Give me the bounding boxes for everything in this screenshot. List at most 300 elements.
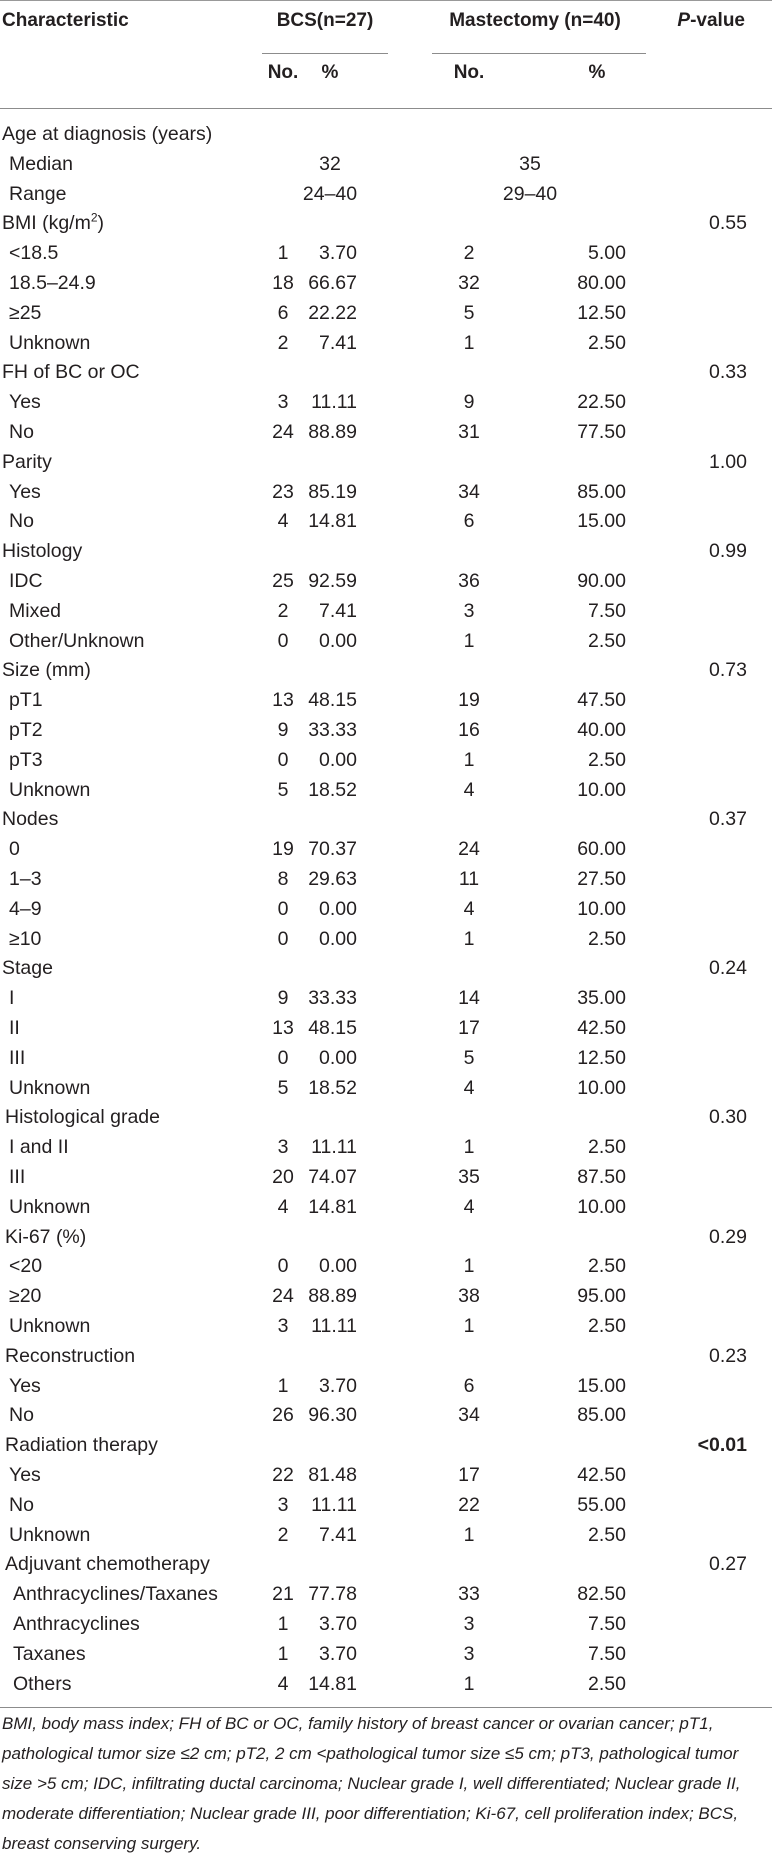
row-label-text: 1–3 <box>9 868 42 890</box>
row-label-text: FH of BC or OC <box>2 361 140 384</box>
row-label-text: Adjuvant chemotherapy <box>5 1553 210 1576</box>
row-label-text: No <box>9 510 34 533</box>
bcs-pct-cell: 88.89 <box>308 421 357 443</box>
row-label-text: BMI (kg/m <box>2 212 91 235</box>
mast-no-cell: 17 <box>458 1017 480 1039</box>
table-row <box>0 1520 772 1550</box>
table-row <box>0 1669 772 1699</box>
bcs-no-cell: 1 <box>277 242 289 265</box>
bcs-no-cell: 25 <box>272 570 294 592</box>
row-label <box>9 1192 90 1222</box>
mast-no-cell: 1 <box>463 927 475 950</box>
table-row <box>0 1073 772 1103</box>
mast-no-cell: 1 <box>463 1523 475 1546</box>
bcs-no-cell: 24 <box>272 1285 294 1308</box>
row-label-text: Unknown <box>9 1315 91 1337</box>
bcs-no-cell: 13 <box>272 689 294 712</box>
bcs-pct-cell: 14.81 <box>308 1672 357 1695</box>
table-row <box>0 1430 772 1460</box>
table-row <box>0 924 772 954</box>
bcs-no-cell: 24 <box>272 421 294 443</box>
bcs-no-cell: 22 <box>272 1464 294 1486</box>
row-label <box>2 447 52 477</box>
mast-pct-cell: 15.00 <box>577 1374 626 1397</box>
row-label <box>9 1043 25 1073</box>
row-label-text: Nodes <box>2 808 59 831</box>
top-rule <box>0 0 772 1</box>
row-label <box>9 298 41 328</box>
table-row <box>0 715 772 745</box>
bcs-no-cell: 1 <box>277 1642 289 1665</box>
table-row <box>0 1162 772 1192</box>
p-value-cell: 0.24 <box>709 957 747 980</box>
bcs-pct-cell: 66.67 <box>308 272 357 294</box>
bcs-summary-cell: 24–40 <box>302 182 358 205</box>
table-row <box>0 1579 772 1609</box>
p-value-cell: 0.27 <box>709 1553 747 1576</box>
mast-pct-cell: 90.00 <box>577 570 626 592</box>
row-label <box>9 417 34 447</box>
mast-no-cell: 1 <box>463 331 475 354</box>
row-label <box>13 1579 218 1609</box>
bcs-no-cell: 2 <box>277 599 289 622</box>
row-label-text: Age at diagnosis (years) <box>2 123 213 145</box>
bcs-no-cell: 26 <box>272 1404 294 1427</box>
row-label <box>2 804 58 834</box>
bcs-pct-cell: 74.07 <box>308 1166 357 1188</box>
table-row <box>0 506 772 536</box>
row-label-text: <20 <box>9 1255 43 1278</box>
mast-no-cell: 35 <box>458 1166 480 1188</box>
bcs-no-cell: 3 <box>277 1136 289 1159</box>
mast-pct-cell: 7.50 <box>588 1613 626 1635</box>
p-value-cell: 0.99 <box>709 540 747 563</box>
bcs-pct-cell: 88.89 <box>308 1285 357 1308</box>
header-bottom-rule <box>0 108 772 109</box>
table-row <box>0 685 772 715</box>
mast-pct-cell: 80.00 <box>577 272 626 294</box>
table-row <box>0 1251 772 1281</box>
bcs-no-cell: 0 <box>277 897 289 920</box>
row-label <box>9 1460 41 1490</box>
row-label <box>9 477 41 507</box>
mast-no-cell: 1 <box>463 1136 475 1159</box>
bcs-no-cell: 18 <box>272 272 294 294</box>
bcs-pct-cell: 0.00 <box>319 1255 357 1278</box>
mast-no-cell: 33 <box>458 1583 480 1606</box>
mast-no-cell: 4 <box>463 1076 475 1099</box>
header-p-suffix: -value <box>690 10 745 31</box>
mast-no-cell: 5 <box>463 301 475 324</box>
mast-no-cell: 1 <box>463 1315 475 1337</box>
bcs-pct-cell: 0.00 <box>319 927 357 950</box>
table-row <box>0 655 772 685</box>
bcs-pct-cell: 0.00 <box>319 748 357 771</box>
row-label <box>9 924 41 954</box>
header-bcs: BCS(n=27) <box>276 10 374 31</box>
row-label-text: pT1 <box>9 689 43 712</box>
bcs-pct-cell: 11.11 <box>311 1136 357 1159</box>
table-bottom-rule <box>0 1707 772 1708</box>
mast-no-cell: 2 <box>463 242 475 265</box>
row-label <box>9 1311 90 1341</box>
mast-no-cell: 1 <box>463 1255 475 1278</box>
bcs-pct-cell: 48.15 <box>308 1017 357 1039</box>
bcs-no-cell: 6 <box>277 301 289 324</box>
table-row <box>0 387 772 417</box>
row-label-text: Ki-67 (%) <box>5 1225 87 1248</box>
mast-pct-cell: 10.00 <box>577 897 626 920</box>
row-label <box>2 953 53 983</box>
bcs-no-cell: 20 <box>272 1166 294 1188</box>
mast-no-cell: 38 <box>458 1285 480 1308</box>
bcs-no-cell: 4 <box>277 510 289 533</box>
row-label-text: III <box>9 1046 26 1069</box>
mast-no-cell: 14 <box>458 987 480 1010</box>
row-label <box>9 983 14 1013</box>
mast-no-cell: 4 <box>463 778 475 801</box>
header-characteristic: Characteristic <box>2 10 129 31</box>
bcs-pct-cell: 96.30 <box>308 1404 357 1427</box>
mast-pct-cell: 5.00 <box>588 242 626 265</box>
table-row <box>0 536 772 566</box>
bcs-no-cell: 2 <box>277 1523 289 1546</box>
table-row <box>0 834 772 864</box>
row-label <box>9 745 43 775</box>
mast-pct-cell: 2.50 <box>588 927 626 950</box>
header-bcs-no: No. <box>267 62 299 83</box>
row-label <box>9 1251 42 1281</box>
row-label <box>13 1639 86 1669</box>
mast-pct-cell: 2.50 <box>588 331 626 354</box>
table-row <box>0 1222 772 1252</box>
mast-pct-cell: 82.50 <box>577 1583 626 1606</box>
table-row <box>0 566 772 596</box>
table-row <box>0 1490 772 1520</box>
mast-no-cell: 4 <box>463 897 475 920</box>
row-label <box>5 1102 160 1132</box>
row-label-text: I and II <box>9 1136 69 1159</box>
mast-pct-cell: 12.50 <box>577 301 626 324</box>
row-label <box>9 1490 34 1520</box>
mast-no-cell: 19 <box>458 689 480 712</box>
row-label-text: I <box>9 987 15 1010</box>
row-label <box>9 566 43 596</box>
table-row <box>0 1102 772 1132</box>
row-label <box>9 268 96 298</box>
mast-no-cell: 5 <box>463 1046 475 1069</box>
row-label <box>9 238 58 268</box>
table-row <box>0 1400 772 1430</box>
mast-no-cell: 6 <box>463 1374 475 1397</box>
p-value-cell: 0.23 <box>709 1344 747 1367</box>
bcs-pct-cell: 18.52 <box>308 778 357 801</box>
mast-no-cell: 34 <box>458 480 480 503</box>
mast-no-cell: 22 <box>458 1493 480 1516</box>
row-label-text: Median <box>9 152 73 175</box>
row-label-text: ≥10 <box>9 927 42 950</box>
row-label-text: Yes <box>9 1464 41 1486</box>
mast-no-cell: 32 <box>458 272 480 294</box>
row-label-text: Histology <box>2 540 83 563</box>
header-mastectomy: Mastectomy (n=40) <box>449 10 621 31</box>
row-label <box>5 1549 210 1579</box>
row-label <box>9 1132 69 1162</box>
bcs-no-cell: 9 <box>277 987 289 1010</box>
row-label-text: Yes <box>9 391 41 414</box>
bcs-no-cell: 1 <box>277 1374 289 1397</box>
table-row <box>0 238 772 268</box>
bcs-group-rule <box>262 53 388 54</box>
table-footnote: BMI, body mass index; FH of BC or OC, family history of breast cancer or ovarian cancer; pT1, pathological tumor size ≤2 cm; pT2, 2 cm <pathological tumor size ≤5 cm; pT3, pathological tumor size >5 cm; IDC, infiltrating ductal carcinoma; Nuclear grade I, well differentiated; Nuclear grade II, moderate differentiation; Nuclear grade III, poor differentiation; Ki-67, cell proliferation index; BCS, breast conserving surgery. <box>2 1714 741 1853</box>
mast-pct-cell: 42.50 <box>577 1017 626 1039</box>
row-label-text: 0 <box>9 838 20 861</box>
table-row <box>0 1639 772 1669</box>
mast-pct-cell: 2.50 <box>588 629 626 652</box>
bcs-no-cell: 0 <box>277 1255 289 1278</box>
mast-pct-cell: 22.50 <box>577 391 626 414</box>
mast-pct-cell: 7.50 <box>588 599 626 622</box>
bcs-pct-cell: 48.15 <box>308 689 357 712</box>
table-row <box>0 596 772 626</box>
bcs-summary-cell: 32 <box>319 152 341 175</box>
bcs-pct-cell: 3.70 <box>319 1642 357 1665</box>
p-value-cell: 0.29 <box>709 1225 747 1248</box>
row-label-text: Unknown <box>9 778 91 801</box>
row-label <box>9 1013 20 1043</box>
table-row <box>0 626 772 656</box>
mast-pct-cell: 2.50 <box>588 748 626 771</box>
mast-pct-cell: 77.50 <box>577 421 626 443</box>
row-label-text: Stage <box>2 957 53 980</box>
row-label-text: Size (mm) <box>2 659 91 682</box>
row-label-text: No <box>9 1404 34 1427</box>
table-row <box>0 1371 772 1401</box>
mast-no-cell: 36 <box>458 570 480 592</box>
header-p-letter: P <box>677 10 691 31</box>
bcs-no-cell: 0 <box>277 629 289 652</box>
bcs-no-cell: 8 <box>277 868 289 890</box>
row-label <box>9 1162 25 1192</box>
row-label-text: Yes <box>9 480 41 503</box>
table-row <box>0 1192 772 1222</box>
bcs-pct-cell: 7.41 <box>319 1523 357 1546</box>
bcs-pct-cell: 14.81 <box>308 1195 357 1218</box>
mast-pct-cell: 10.00 <box>577 1076 626 1099</box>
mast-pct-cell: 85.00 <box>577 1404 626 1427</box>
mast-pct-cell: 95.00 <box>577 1285 626 1308</box>
row-label <box>9 179 66 209</box>
mast-no-cell: 17 <box>458 1464 480 1486</box>
bcs-no-cell: 3 <box>277 1493 289 1516</box>
row-label <box>9 864 42 894</box>
table-row <box>0 298 772 328</box>
table-row <box>0 804 772 834</box>
row-label-text: Parity <box>2 450 52 473</box>
mast-no-cell: 1 <box>463 629 475 652</box>
table-row <box>0 417 772 447</box>
header-p-value <box>677 10 745 32</box>
bcs-pct-cell: 81.48 <box>308 1464 357 1486</box>
bcs-pct-cell: 11.11 <box>311 1315 357 1337</box>
bcs-pct-cell: 11.11 <box>311 391 357 414</box>
mast-pct-cell: 10.00 <box>577 778 626 801</box>
table-row <box>0 1043 772 1073</box>
bcs-pct-cell: 3.70 <box>319 1613 357 1635</box>
row-label <box>9 1281 41 1311</box>
table-row <box>0 775 772 805</box>
table-row <box>0 208 772 238</box>
row-label-text: Unknown <box>9 1076 91 1099</box>
row-label <box>9 1400 34 1430</box>
bcs-pct-cell: 33.33 <box>308 719 357 741</box>
bcs-pct-cell: 7.41 <box>319 599 357 622</box>
table-row <box>0 1549 772 1579</box>
table-row <box>0 745 772 775</box>
mast-pct-cell: 47.50 <box>577 689 626 712</box>
bcs-no-cell: 0 <box>277 927 289 950</box>
row-label <box>9 387 41 417</box>
row-label-text: Other/Unknown <box>9 629 145 652</box>
mast-no-cell: 24 <box>458 838 480 861</box>
bcs-no-cell: 0 <box>277 1046 289 1069</box>
row-label <box>9 715 43 745</box>
row-label-text: II <box>9 1017 20 1039</box>
row-label-text: pT2 <box>9 719 43 741</box>
row-label <box>9 775 90 805</box>
bcs-no-cell: 5 <box>277 778 289 801</box>
mast-no-cell: 11 <box>458 868 480 890</box>
bcs-no-cell: 4 <box>277 1672 289 1695</box>
row-label-text: IDC <box>9 570 43 592</box>
table-row <box>0 1460 772 1490</box>
table-row <box>0 1013 772 1043</box>
row-label-text: Radiation therapy <box>5 1434 158 1457</box>
bcs-no-cell: 23 <box>272 480 294 503</box>
bcs-no-cell: 0 <box>277 748 289 771</box>
row-label <box>9 1520 90 1550</box>
p-value-cell: 1.00 <box>709 450 747 473</box>
bcs-pct-cell: 33.33 <box>308 987 357 1010</box>
row-label <box>5 1341 135 1371</box>
bcs-no-cell: 2 <box>277 331 289 354</box>
table-row <box>0 1132 772 1162</box>
bcs-pct-cell: 92.59 <box>308 570 357 592</box>
mast-no-cell: 34 <box>458 1404 480 1427</box>
row-label-text: Others <box>13 1672 72 1695</box>
p-value-cell: 0.33 <box>709 361 747 384</box>
mast-summary-cell: 29–40 <box>502 182 558 205</box>
mast-no-cell: 31 <box>458 421 480 443</box>
row-label-text: Mixed <box>9 599 62 622</box>
row-label-text: Anthracyclines <box>13 1613 140 1635</box>
row-label-text: Reconstruction <box>5 1344 136 1367</box>
row-label-text: Anthracyclines/Taxanes <box>13 1583 218 1606</box>
p-value-cell: 0.73 <box>709 659 747 682</box>
mastectomy-group-rule <box>432 53 646 54</box>
bcs-pct-cell: 0.00 <box>319 1046 357 1069</box>
mast-pct-cell: 55.00 <box>577 1493 626 1516</box>
mast-no-cell: 9 <box>463 391 475 414</box>
bcs-no-cell: 13 <box>272 1017 294 1039</box>
table-row <box>0 149 772 179</box>
mast-no-cell: 3 <box>463 599 475 622</box>
bcs-pct-cell: 70.37 <box>308 838 357 861</box>
mast-pct-cell: 87.50 <box>577 1166 626 1188</box>
mast-no-cell: 6 <box>463 510 475 533</box>
row-label-text: Unknown <box>9 1523 91 1546</box>
row-label <box>2 208 104 238</box>
table-row <box>0 894 772 924</box>
row-label-text: Taxanes <box>13 1642 86 1665</box>
mast-no-cell: 3 <box>463 1613 475 1635</box>
bcs-no-cell: 9 <box>277 719 289 741</box>
bcs-pct-cell: 77.78 <box>308 1583 357 1606</box>
row-label <box>5 1430 158 1460</box>
row-label <box>9 328 90 358</box>
bcs-no-cell: 19 <box>272 838 294 861</box>
row-label-text: No <box>9 421 34 443</box>
row-label-text: No <box>9 1493 34 1516</box>
mast-pct-cell: 85.00 <box>577 480 626 503</box>
row-label <box>9 1073 90 1103</box>
row-label-text: 4–9 <box>9 897 42 920</box>
mast-pct-cell: 10.00 <box>577 1195 626 1218</box>
row-label-text: pT3 <box>9 748 43 771</box>
row-label-text: Unknown <box>9 1195 91 1218</box>
bcs-no-cell: 4 <box>277 1195 289 1218</box>
p-value-cell: 0.30 <box>709 1106 747 1129</box>
table-row <box>0 447 772 477</box>
row-label <box>2 536 82 566</box>
table-row <box>0 357 772 387</box>
p-value-cell: 0.37 <box>709 808 747 831</box>
bcs-pct-cell: 14.81 <box>308 510 357 533</box>
row-label <box>9 894 42 924</box>
p-value-cell: <0.01 <box>697 1434 747 1457</box>
table-row <box>0 179 772 209</box>
mast-pct-cell: 2.50 <box>588 1255 626 1278</box>
row-label-text: Histological grade <box>5 1106 161 1129</box>
row-label <box>9 596 61 626</box>
mast-no-cell: 1 <box>463 748 475 771</box>
table-row <box>0 953 772 983</box>
mast-no-cell: 16 <box>458 719 480 741</box>
mast-pct-cell: 42.50 <box>577 1464 626 1486</box>
row-label <box>2 119 212 149</box>
mast-no-cell: 3 <box>463 1642 475 1665</box>
bcs-pct-cell: 3.70 <box>319 1374 357 1397</box>
table-row <box>0 864 772 894</box>
table-row <box>0 1609 772 1639</box>
row-label <box>9 834 20 864</box>
bcs-pct-cell: 0.00 <box>319 897 357 920</box>
row-label-text: ≥20 <box>9 1285 42 1308</box>
row-label-suffix: ) <box>97 212 105 235</box>
row-label <box>13 1669 72 1699</box>
bcs-pct-cell: 11.11 <box>311 1493 357 1516</box>
row-label <box>13 1609 140 1639</box>
bcs-no-cell: 5 <box>277 1076 289 1099</box>
bcs-no-cell: 1 <box>277 1613 289 1635</box>
header-mast-pct: % <box>588 62 606 83</box>
row-label <box>5 1222 86 1252</box>
table-row <box>0 119 772 149</box>
row-label-text: <18.5 <box>9 242 59 265</box>
bcs-pct-cell: 0.00 <box>319 629 357 652</box>
mast-pct-cell: 2.50 <box>588 1672 626 1695</box>
mast-pct-cell: 35.00 <box>577 987 626 1010</box>
